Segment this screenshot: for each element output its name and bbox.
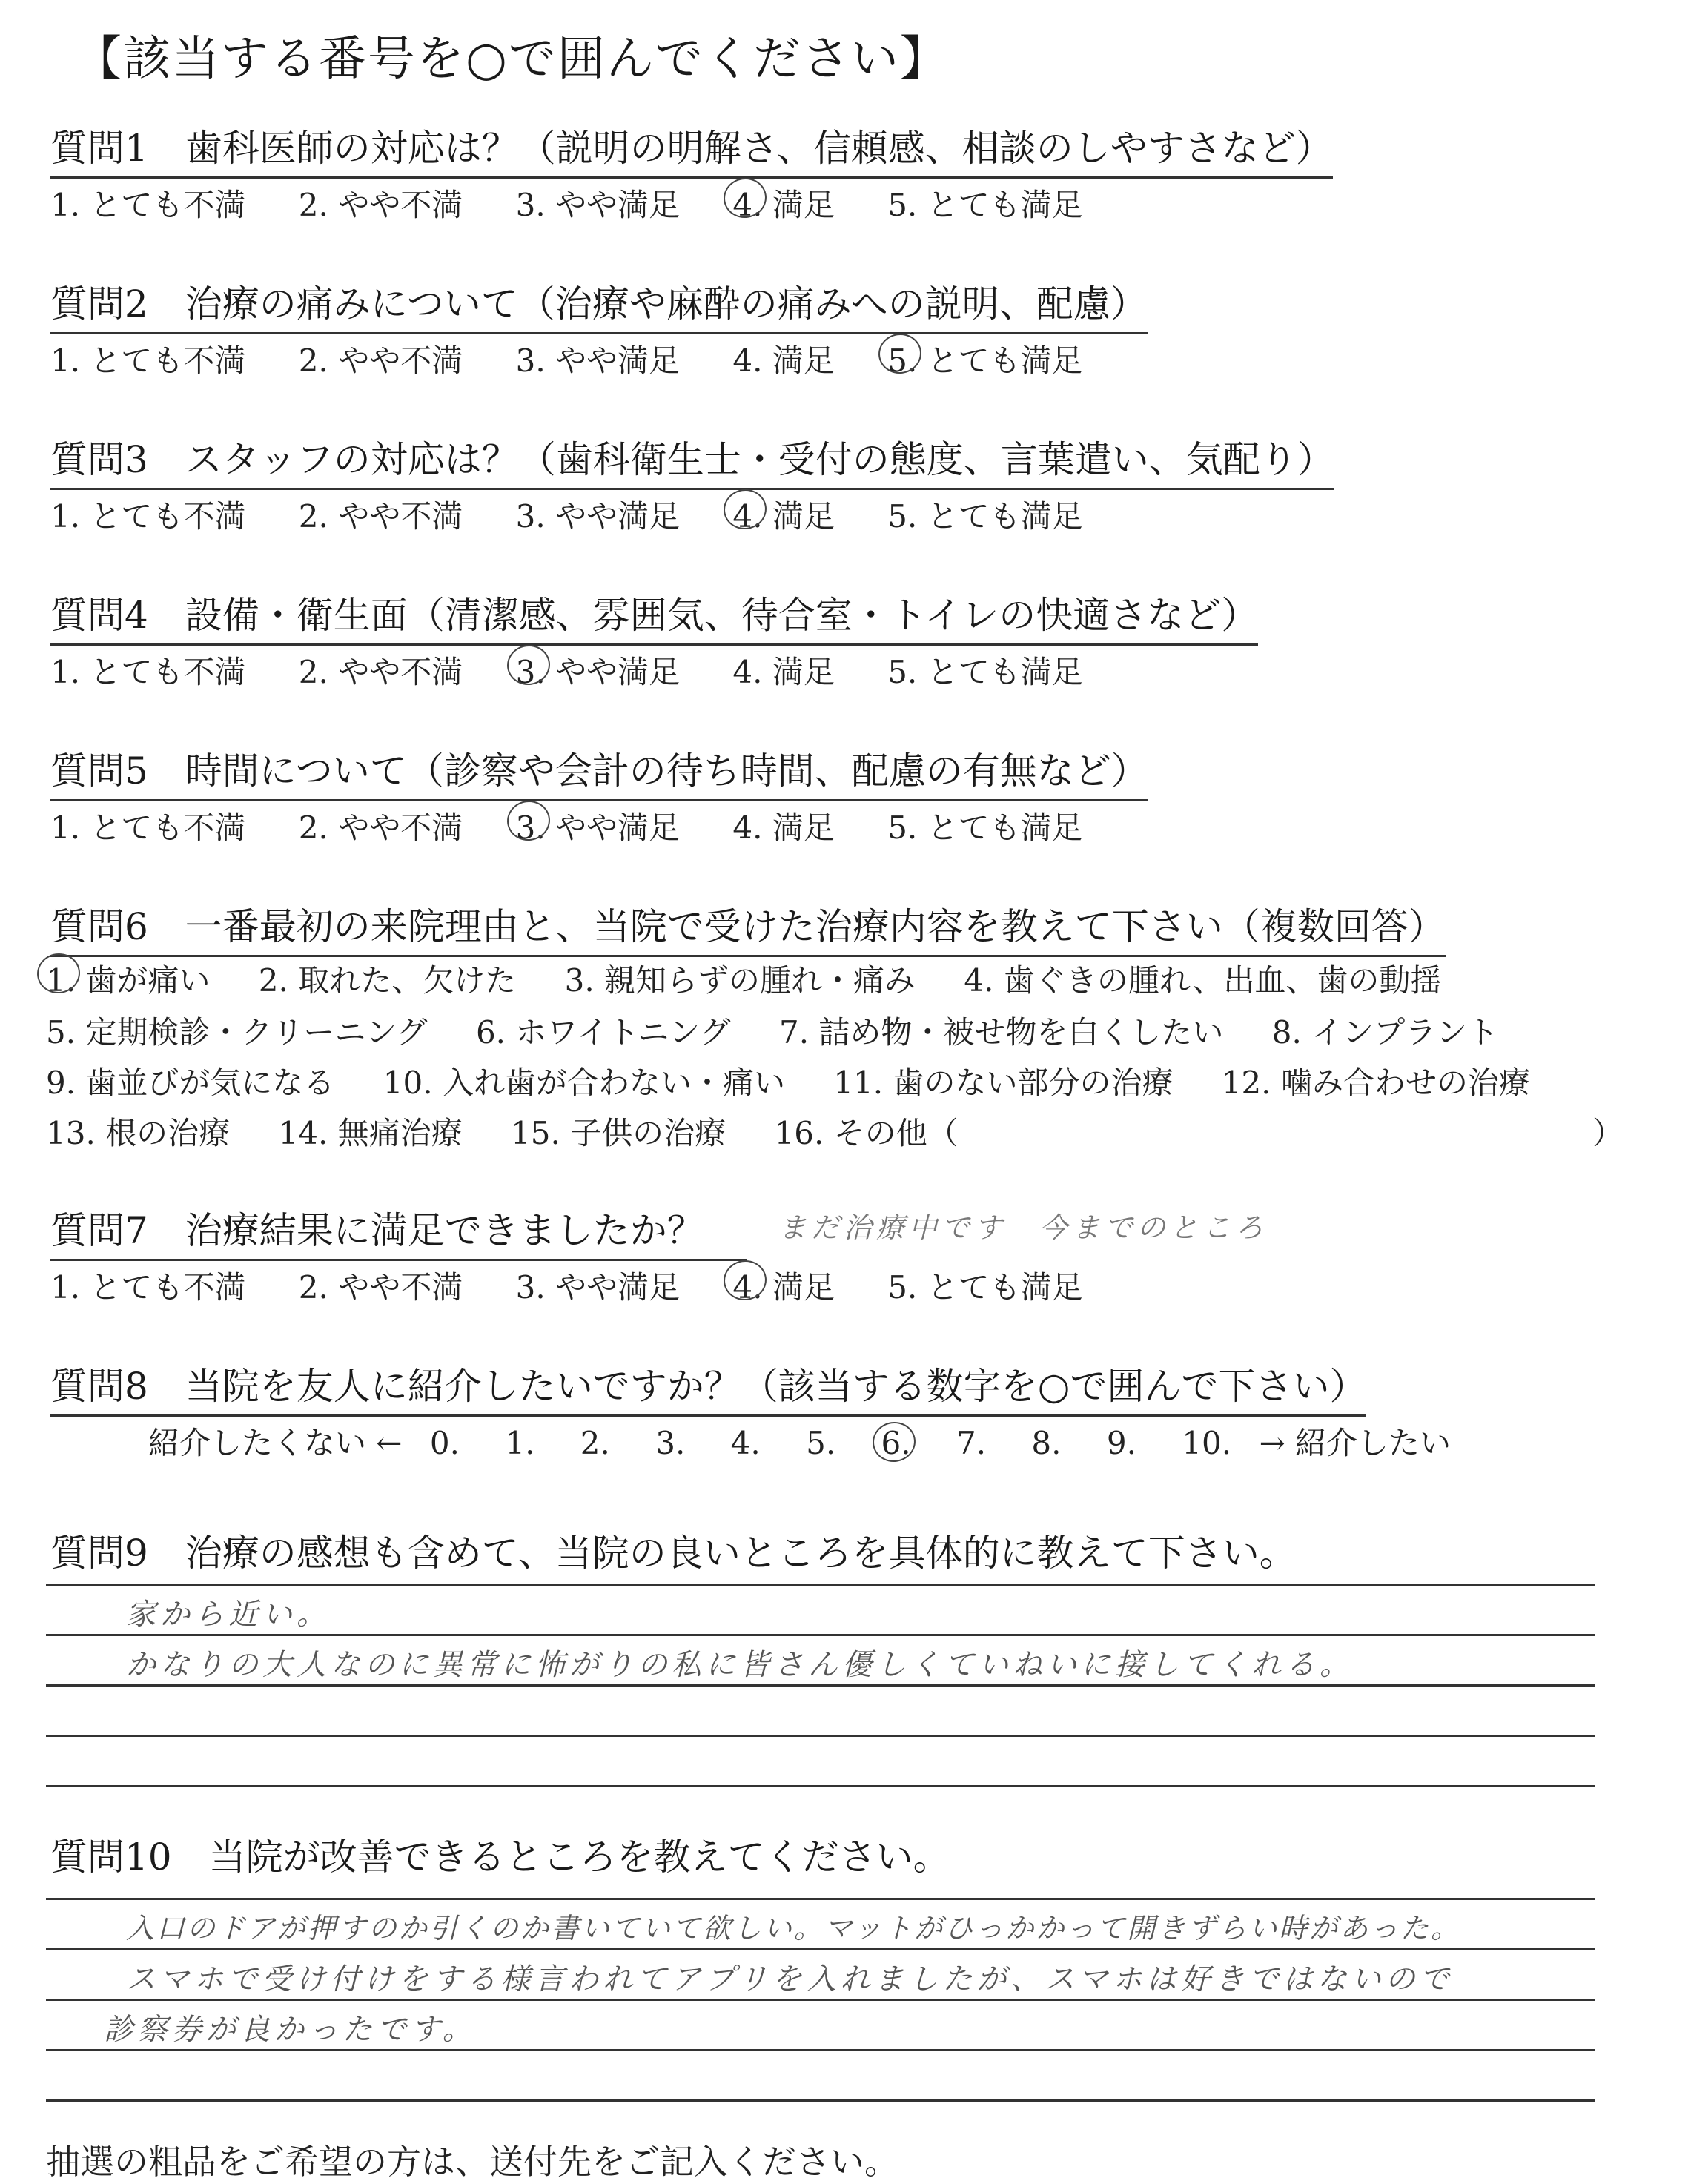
q3-option-3[interactable]: 3. やや満足 <box>515 498 681 535</box>
q6-option-16[interactable]: 16. その他（ <box>774 1115 959 1151</box>
answer-line <box>46 1898 1595 1900</box>
q1-option-2[interactable]: 2. やや不満 <box>298 187 463 223</box>
answer-line <box>46 1634 1595 1636</box>
q8-number-0[interactable]: 0. <box>429 1425 460 1461</box>
q5-option-2[interactable]: 2. やや不満 <box>298 810 463 846</box>
q7-option-4[interactable] <box>732 1263 834 1308</box>
q7-option-5[interactable]: 5. とても満足 <box>887 1269 1083 1306</box>
q7-handwritten-note: まだ治療中です 今までのところ <box>778 1211 1268 1244</box>
q5-option-1[interactable]: 1. とても不満 <box>50 810 246 846</box>
q8-number-6[interactable] <box>881 1425 911 1461</box>
q9-title: 質問9 治療の感想も含めて、当院の良いところを具体的に教えて下さい。 <box>50 1532 1297 1575</box>
q4-options <box>50 648 1126 692</box>
q1-title: 質問1 歯科医師の対応は？（説明の明解さ、信頼感、相談のしやすさなど） <box>50 119 1333 179</box>
q5-title: 質問5 時間について（診察や会計の待ち時間、配慮の有無など） <box>50 741 1148 801</box>
answer-line <box>46 1684 1595 1687</box>
answer-line <box>46 2099 1595 2102</box>
answer-line <box>46 1999 1595 2001</box>
q5-option-4[interactable]: 4. 満足 <box>732 810 835 846</box>
q3-option-2[interactable]: 2. やや不満 <box>298 498 463 535</box>
q6-option-9[interactable]: 9. 歯並びが気になる <box>46 1065 335 1101</box>
q6-row-4 <box>46 1109 997 1154</box>
q6-option-2[interactable]: 2. 取れた、欠けた <box>258 962 517 999</box>
q8-number-3[interactable]: 3. <box>655 1425 686 1461</box>
q9-answer-line-1[interactable]: 家から近い。 <box>126 1598 331 1632</box>
q8-title: 質問8 当院を友人に紹介したいですか？（該当する数字を○で囲んで下さい） <box>50 1357 1366 1417</box>
q4-option-4[interactable]: 4. 満足 <box>732 654 835 690</box>
q2-option-3[interactable]: 3. やや満足 <box>515 343 681 379</box>
q6-option-6[interactable]: 6. ホワイトニング <box>475 1014 731 1050</box>
q7-option-1[interactable]: 1. とても不満 <box>50 1269 246 1306</box>
q10-title: 質問10 当院が改善できるところを教えてください。 <box>50 1836 950 1879</box>
footer-note: 抽選の粗品をご希望の方は、送付先をご記入ください。 <box>46 2142 898 2182</box>
q6-option-1[interactable] <box>46 956 210 1001</box>
q5-options <box>50 804 1126 848</box>
q2-option-5[interactable] <box>887 337 1082 381</box>
q6-other-close-paren: ） <box>1592 1115 1624 1151</box>
q4-option-2[interactable]: 2. やや不満 <box>298 654 463 690</box>
q10-answer-line-3[interactable]: 診察券が良かったです。 <box>104 2013 477 2047</box>
q4-option-3[interactable] <box>516 648 680 692</box>
q6-option-13[interactable]: 13. 根の治療 <box>46 1115 231 1151</box>
q3-option-1[interactable]: 1. とても不満 <box>50 498 246 535</box>
q10-answer-line-2[interactable]: スマホで受け付けをする様言われてアプリを入れましたが、スマホは好きではないので <box>126 1962 1454 1996</box>
q3-option-4[interactable] <box>732 492 834 537</box>
q7-option-2[interactable]: 2. やや不満 <box>298 1269 463 1306</box>
q6-option-8[interactable]: 8. インプラント <box>1271 1014 1499 1050</box>
answer-line <box>46 1584 1595 1586</box>
q8-number-7[interactable]: 7. <box>956 1425 987 1461</box>
answer-line <box>46 1735 1595 1737</box>
q5-option-5[interactable]: 5. とても満足 <box>887 810 1083 846</box>
q3-options <box>50 492 1126 537</box>
q7-option-3[interactable]: 3. やや満足 <box>515 1269 681 1306</box>
q2-options <box>50 337 1126 381</box>
q2-option-5-label: 5. とても満足 <box>887 343 1083 379</box>
q6-row-2 <box>46 1008 1537 1053</box>
q6-row-1 <box>46 956 1480 1001</box>
q3-option-5[interactable]: 5. とても満足 <box>887 498 1083 535</box>
answer-line <box>46 2049 1595 2051</box>
q2-option-4[interactable]: 4. 満足 <box>732 343 835 379</box>
page-header: 【該当する番号を○で囲んでください】 <box>74 32 949 87</box>
q2-title: 質問2 治療の痛みについて（治療や麻酔の痛みへの説明、配慮） <box>50 274 1148 334</box>
q8-left-label: 紹介したくない ← <box>148 1425 403 1461</box>
q8-number-9[interactable]: 9. <box>1106 1425 1136 1461</box>
q6-option-11[interactable]: 11. 歯のない部分の治療 <box>833 1065 1174 1101</box>
q1-option-5[interactable]: 5. とても満足 <box>887 187 1083 223</box>
q5-option-3[interactable] <box>516 804 680 848</box>
q6-option-15[interactable]: 15. 子供の治療 <box>511 1115 726 1151</box>
q6-title: 質問6 一番最初の来院理由と、当院で受けた治療内容を教えて下さい（複数回答） <box>50 897 1446 957</box>
q8-number-6-label: 6. <box>881 1425 911 1461</box>
q3-title: 質問3 スタッフの対応は？（歯科衛生士・受付の態度、言葉遣い、気配り） <box>50 430 1334 490</box>
q6-option-7[interactable]: 7. 詰め物・被せ物を白くしたい <box>778 1014 1224 1050</box>
q5-option-3-label: 3. やや満足 <box>515 810 681 846</box>
answer-line <box>46 1948 1595 1950</box>
q2-option-2[interactable]: 2. やや不満 <box>298 343 463 379</box>
q6-option-14[interactable]: 14. 無痛治療 <box>278 1115 463 1151</box>
answer-line <box>46 1785 1595 1787</box>
q8-right-label: → 紹介したい <box>1259 1425 1451 1461</box>
q8-number-2[interactable]: 2. <box>580 1425 610 1461</box>
q6-option-10[interactable]: 10. 入れ歯が合わない・痛い <box>383 1065 785 1101</box>
q6-option-1-label: 1. 歯が痛い <box>46 962 211 999</box>
q8-number-8[interactable]: 8. <box>1031 1425 1062 1461</box>
q10-answer-line-1[interactable]: 入口のドアが押すのか引くのか書いていて欲しい。マットがひっかかって開きずらい時があった。 <box>126 1912 1461 1945</box>
q6-row-3 <box>46 1059 1569 1103</box>
q8-scale <box>148 1419 1451 1463</box>
q6-option-4[interactable]: 4. 歯ぐきの腫れ、出血、歯の動揺 <box>964 962 1442 999</box>
q1-options <box>50 181 1126 225</box>
q4-option-5[interactable]: 5. とても満足 <box>887 654 1083 690</box>
q3-option-4-label: 4. 満足 <box>732 498 835 535</box>
q1-option-1[interactable]: 1. とても不満 <box>50 187 246 223</box>
q1-option-4[interactable] <box>732 181 834 225</box>
q8-number-4[interactable]: 4. <box>730 1425 761 1461</box>
q8-number-1[interactable]: 1. <box>505 1425 535 1461</box>
q6-option-12[interactable]: 12. 噛み合わせの治療 <box>1221 1065 1530 1101</box>
q6-option-3[interactable]: 3. 親知らずの腫れ・痛み <box>564 962 916 999</box>
q9-answer-line-2[interactable]: かなりの大人なのに異常に怖がりの私に皆さん優しくていねいに接してくれる。 <box>126 1648 1354 1682</box>
q1-option-3[interactable]: 3. やや満足 <box>515 187 681 223</box>
q4-option-1[interactable]: 1. とても不満 <box>50 654 246 690</box>
q4-option-3-label: 3. やや満足 <box>515 654 681 690</box>
q7-title: 質問7 治療結果に満足できましたか？ <box>50 1201 747 1261</box>
q6-option-5[interactable]: 5. 定期検診・クリーニング <box>46 1014 428 1050</box>
q7-options <box>50 1263 1126 1308</box>
q4-title: 質問4 設備・衛生面（清潔感、雰囲気、待合室・トイレの快適さなど） <box>50 586 1258 646</box>
q8-number-5[interactable]: 5. <box>806 1425 836 1461</box>
q7-option-4-label: 4. 満足 <box>732 1269 835 1306</box>
q8-number-10[interactable]: 10. <box>1182 1425 1232 1461</box>
q2-option-1[interactable]: 1. とても不満 <box>50 343 246 379</box>
q1-option-4-label: 4. 満足 <box>732 187 835 223</box>
